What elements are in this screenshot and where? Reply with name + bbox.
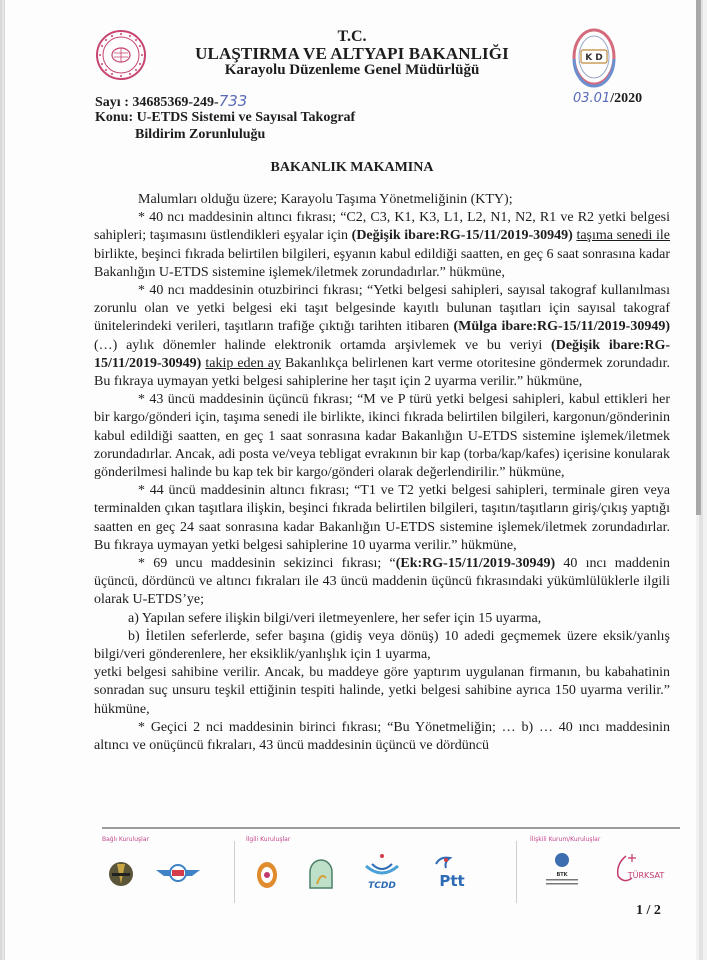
footer-group-affiliated — [102, 836, 232, 906]
letterhead-tc: T.C. — [337, 28, 367, 45]
kd-logo-text: K D — [585, 53, 603, 63]
footer-label-affiliated: Bağlı Kuruluşlar — [102, 836, 149, 843]
p2-underlined: taşıma senedi ile — [576, 228, 671, 244]
footer-group-related — [246, 836, 506, 906]
p3-text-c: (…) aylık dönemler halinde elektronik ortamda arşivlemek ve bu veriyi — [94, 337, 552, 353]
scrollbar-thumb[interactable] — [696, 0, 701, 515]
paragraph-article-40-6 — [94, 209, 670, 282]
paragraph-article-43-3: * 43 üncü maddesinin üçüncü fıkrası; “M ve P türü yetki belgesi sahipleri, kabul ettikleri her bir kargo/gönderi için, taşıma senedi ile birlikte, ikinci fıkrada belirtilen bilgileri, kargonun/gönderinin kabul edildiği saatten, en geç 1 saat sonrasına kadar Bakanlığın U-ETDS sistemine işlemek/iletmek zorundadırlar. Ancak, adi posta ve/veya tebligat evrakının bir kap (torba/kap/kafes) içerisine konularak gönderilmesi halinde bu kap tek bir kargo/gönderi olarak değerlendirilir.” hükmüne, — [94, 392, 670, 481]
paragraph-temporary-2: * Geçici 2 nci maddesinin birinci fıkrası; “Bu Yönetmeliğin; … b) … 40 ıncı maddesinin altıncı ve onüçüncü fıkraları, 43 üncü maddesinin üçüncü ve dördüncü — [94, 719, 670, 754]
date-handwritten: 03.01 — [573, 91, 611, 106]
p6-addition: (Ek:RG-15/11/2019-30949) — [395, 556, 556, 572]
sayi-value: : 34685369-249- — [124, 95, 219, 110]
viewer-right-gutter — [696, 0, 707, 960]
mkek-logo-icon — [256, 861, 278, 889]
konu-label: Konu: — [95, 110, 134, 125]
p6-text-a: * 69 uncu maddesinin sekizinci fıkrası; “ — [138, 556, 396, 572]
addressee: BAKANLIK MAKAMINA — [270, 160, 434, 175]
ptt-logo-icon — [430, 852, 468, 892]
paragraph-article-69-8 — [94, 555, 670, 610]
sayi-handwritten: 733 — [218, 92, 248, 110]
letterhead-directorate: Karayolu Düzenleme Genel Müdürlüğü — [224, 62, 480, 78]
turksat-logo-text: TÜRKSAT — [627, 871, 665, 880]
document-date — [573, 91, 642, 107]
dhmi-logo-icon — [156, 858, 200, 888]
konu-line1: U-ETDS Sistemi ve Sayısal Takograf — [136, 110, 356, 125]
konu-line2: Bildirim Zorunluluğu — [135, 127, 266, 142]
paragraph-intro: Malumları olduğu üzere; Karayolu Taşıma Yönetmeliğinin (KTY); — [138, 192, 513, 207]
ptt-logo-text: Ptt — [439, 872, 465, 890]
document-page — [22, 0, 682, 960]
footer-divider — [102, 827, 680, 829]
p3-underlined: takip eden ay — [205, 355, 281, 371]
paragraph-item-b: b) İletilen seferlerde, sefer başına (gidiş veya dönüş) 10 adedi geçmemek üzere eksik/yanlış bilgi/veri gönderenlere, her eksiklik/yanlışlık için 1 uyarma, — [94, 628, 670, 663]
footer-group-associated — [530, 836, 682, 906]
turksat-logo-icon — [610, 852, 670, 888]
footer-separator — [516, 841, 517, 903]
p2-amendment: (Değişik ibare:RG-15/11/2019-30949) — [351, 228, 573, 244]
paragraph-sanction: yetki belgesi sahibine verilir. Ancak, bu maddeye göre yaptırım uygulanan firmanın, bu kabahatinin sonradan suç unsuru teşkil ettiğinin tespiti halinde, yetki belgesi sahibine ayrıca 150 uyarma verilir.” hükmüne, — [94, 665, 670, 717]
page-number: 1 / 2 — [636, 903, 661, 918]
paragraph-article-40-31 — [94, 282, 670, 391]
subject — [95, 109, 355, 143]
btk-logo-text: BTK — [556, 872, 568, 878]
date-printed: /2020 — [610, 91, 643, 106]
kd-logo-icon — [572, 27, 616, 91]
kgm-logo-icon — [108, 861, 134, 887]
p3-text-a: * 40 ncı maddesinin otuzbirinci fıkrası; “Yetki belgesi sahipleri, sayısal takograf kullanılması zorunlu olan ve yetki belgesi eki taşıt belgesinde kayıtlı bulunan taşıtları için sayısal takograf ünitelerindeki verileri, taşıtların trafiğe çıktığı tarihten itibaren — [94, 283, 670, 335]
p2-text-d: birlikte, beşinci fıkrada belirtilen bilgileri, eşyanın kabul edildiği saatten, en geç 6 saat sonrasına kadar Bakanlığın U-ETDS sistemine işlemek/iletmek zorundadırlar.” hükmüne, — [94, 246, 670, 280]
sayi-label: Sayı — [95, 95, 121, 110]
viewer-left-edge — [0, 0, 5, 960]
footer-label-associated: İlişkili Kurum/Kuruluşlar — [530, 836, 601, 843]
btk-logo-icon — [542, 850, 582, 890]
p3-text-f: Bakanlıkça belirlenen kart verme otoritesine göndermek zorundadır. Bu fıkraya uymayan yetki belgesi sahiplerine her taşıt için 2 uyarma verilir.” hükmüne, — [94, 355, 671, 390]
tcdd-logo-text: TCDD — [368, 881, 396, 891]
paragraph-article-44-6: * 44 üncü maddesinin altıncı fıkrası; “T1 ve T2 yetki belgesi sahipleri, terminale giren veya terminalden çıkan taşıtlara ilişkin, beşinci fıkrada belirtilen bilgileri, taşıtın/taşıtların giriş/çıkış yaptığı saatten en geç 24 saat sonrasına kadar Bakanlığın U-ETDS sistemine işlemek/iletmek zorundadırlar. Bu fıkraya uymayan yetki belgesi sahiplerine 10 uyarma verilir.” hükmüne, — [94, 483, 670, 553]
tcdd-logo-icon — [364, 852, 400, 892]
letterhead-ministry: ULAŞTIRMA VE ALTYAPI BAKANLIĞI — [195, 44, 509, 63]
paragraph-item-a: a) Yapılan sefere ilişkin bilgi/veri iletmeyenlere, her sefer için 15 uyarma, — [128, 610, 542, 626]
letter-body — [94, 191, 670, 755]
p3-amendment: (Değişik ibare:RG-15/11/2019-30949) — [94, 337, 670, 371]
dmgm-logo-icon — [308, 858, 334, 890]
p2-text-a: * 40 ncı maddesinin altıncı fıkrası; “C2, C3, K1, K3, L1, L2, N1, N2, R1 ve R2 yetki belgesi sahipleri; taşımasını üstlendikleri eşyalar için — [94, 210, 670, 244]
footer-separator — [234, 841, 235, 903]
footer-label-related: İlgili Kuruluşlar — [246, 836, 291, 843]
p6-text-c: 40 ıncı maddenin üçüncü, dördüncü ve altıncı fıkraları ile 43 üncü maddenin üçüncü fıkrasındaki yükümlülüklerle ilgili olarak U-ETDS’ye; — [94, 556, 671, 608]
p3-repealed: (Mülga ibare:RG-15/11/2019-30949) — [453, 319, 671, 335]
footer-institutions — [102, 836, 682, 916]
